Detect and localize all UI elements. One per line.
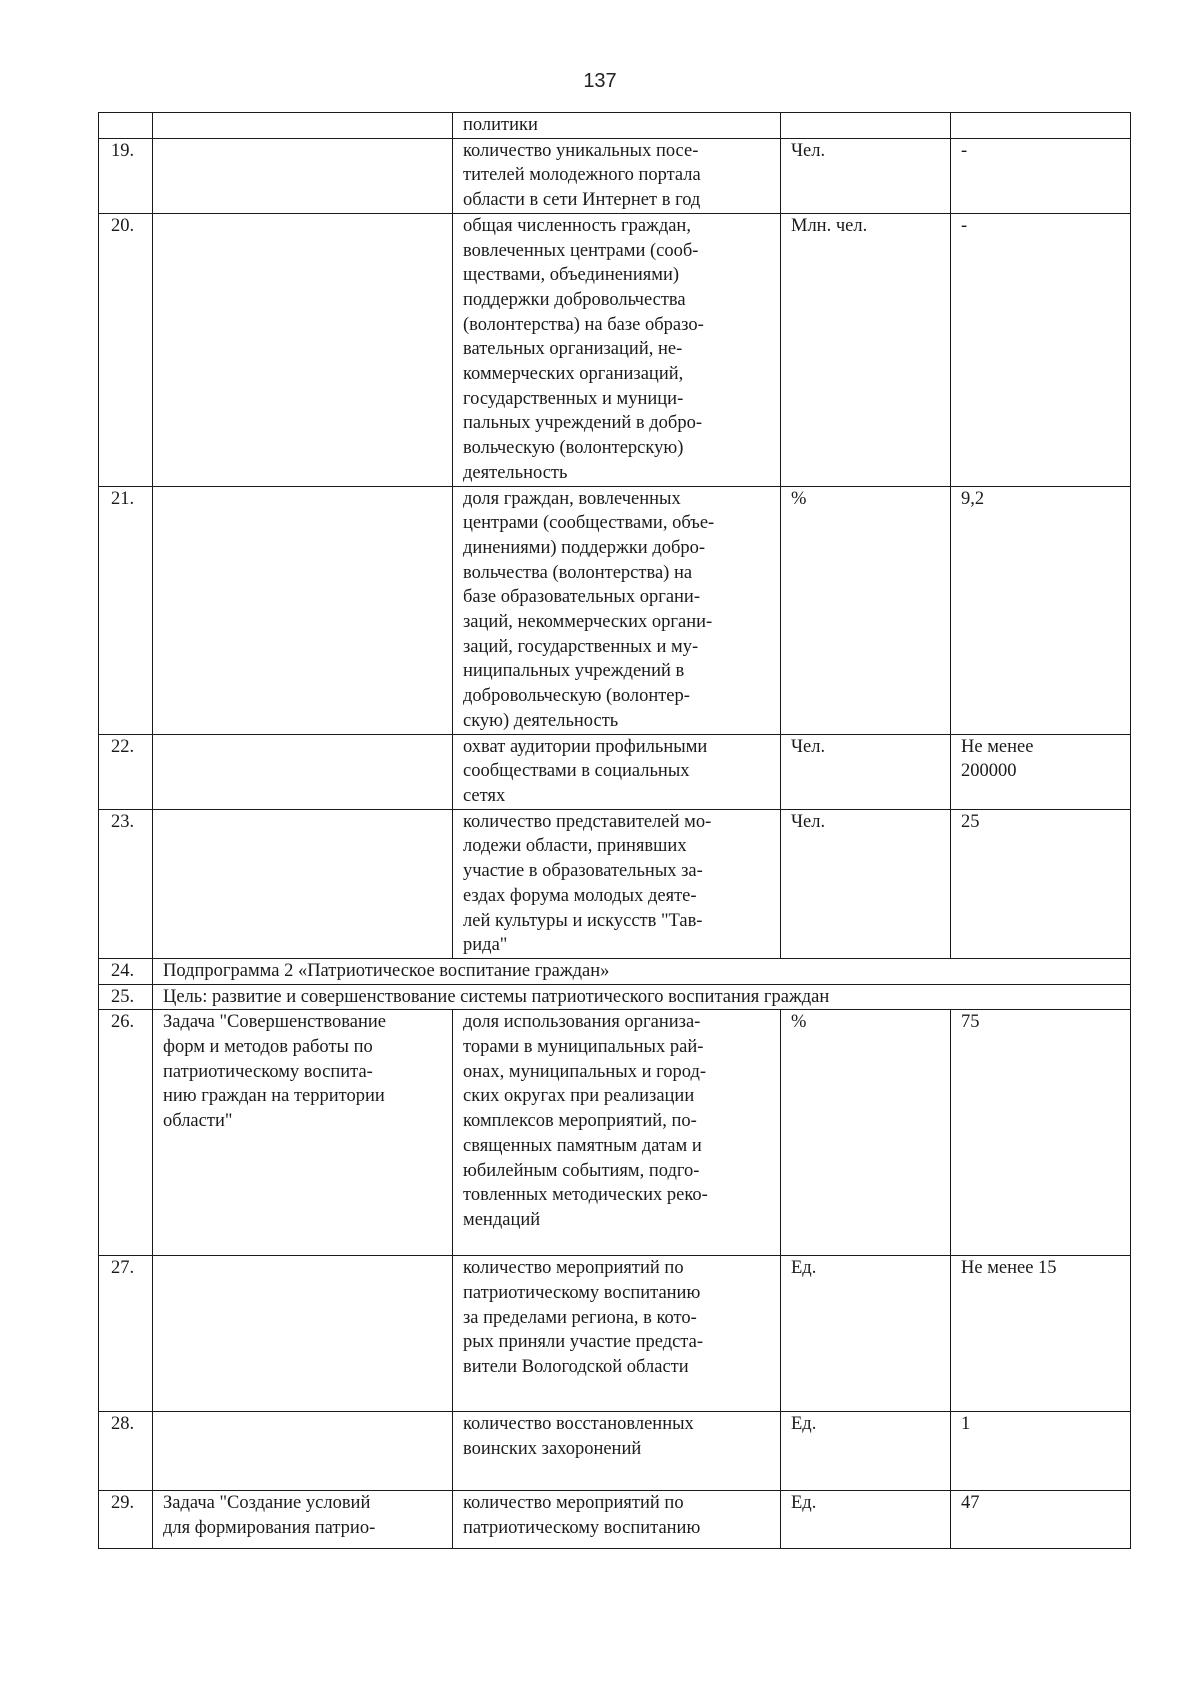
cell-indicator: охват аудитории профильными сообществами в социальных сетях: [453, 734, 781, 809]
cell-num: 28.: [99, 1412, 153, 1491]
cell-indicator: доля граждан, вовлеченных центрами (сообществами, объе- динениями) поддержки добро- вольчества (волонтерства) на базе образовательных органи- заций, некоммерческих органи- заций, государственных и му- ниципальных учреждений в добровольческую (волонтер- скую) деятельность: [453, 486, 781, 734]
cell-task: [153, 138, 453, 213]
cell-task: [153, 213, 453, 486]
cell-task: [153, 486, 453, 734]
cell-indicator: политики: [453, 113, 781, 139]
cell-unit: %: [781, 1010, 951, 1256]
cell-section-title: Подпрограмма 2 «Патриотическое воспитание граждан»: [153, 958, 1131, 984]
cell-value: Не менее 200000: [951, 734, 1131, 809]
table-row: [99, 1491, 1131, 1549]
cell-num: 24.: [99, 958, 153, 984]
table-row: [99, 1010, 1131, 1256]
cell-task: Задача "Создание условий для формирования патрио-: [153, 1491, 453, 1549]
table-row: [99, 1256, 1131, 1412]
cell-value: -: [951, 213, 1131, 486]
cell-num: 26.: [99, 1010, 153, 1256]
cell-unit: Чел.: [781, 734, 951, 809]
table-row-continuation: [99, 113, 1131, 139]
cell-value: 75: [951, 1010, 1131, 1256]
cell-value: 9,2: [951, 486, 1131, 734]
table-row: [99, 213, 1131, 486]
cell-unit: Ед.: [781, 1256, 951, 1412]
cell-unit: Чел.: [781, 809, 951, 958]
cell-num: 20.: [99, 213, 153, 486]
table-row: [99, 734, 1131, 809]
page-number: 137: [583, 70, 617, 92]
cell-indicator: общая численность граждан, вовлеченных центрами (сооб- ществами, объединениями) поддержки добровольчества (волонтерства) на базе образо- вательных организаций, не- коммерческих организаций, государственных и муници- пальных учреждений в добро- вольческую (волонтерскую) деятельность: [453, 213, 781, 486]
cell-task: [153, 1256, 453, 1412]
cell-num: 19.: [99, 138, 153, 213]
cell-num: 21.: [99, 486, 153, 734]
cell-task: [153, 1412, 453, 1491]
cell-value: 47: [951, 1491, 1131, 1549]
cell-indicator: количество мероприятий по патриотическому воспитанию: [453, 1491, 781, 1549]
cell-unit: Ед.: [781, 1412, 951, 1491]
table-row: [99, 809, 1131, 958]
cell-task: [153, 113, 453, 139]
table-row-section: [99, 958, 1131, 984]
cell-task: [153, 809, 453, 958]
cell-num: 25.: [99, 984, 153, 1010]
cell-indicator: количество уникальных посе- тителей молодежного портала области в сети Интернет в год: [453, 138, 781, 213]
table-row: [99, 486, 1131, 734]
cell-section-title: Цель: развитие и совершенствование системы патриотического воспитания граждан: [153, 984, 1131, 1010]
cell-unit: Ед.: [781, 1491, 951, 1549]
cell-num: 23.: [99, 809, 153, 958]
cell-value: -: [951, 138, 1131, 213]
cell-task: [153, 734, 453, 809]
cell-indicator: доля использования организа- торами в муниципальных рай- онах, муниципальных и город- ских округах при реализации комплексов мероприятий, по- священных памятным датам и юбилейным событиям, подго- товленных методических реко- мендаций: [453, 1010, 781, 1256]
cell-num: 27.: [99, 1256, 153, 1412]
cell-unit: Млн. чел.: [781, 213, 951, 486]
cell-value: [951, 113, 1131, 139]
cell-num: 29.: [99, 1491, 153, 1549]
cell-unit: %: [781, 486, 951, 734]
cell-value: Не менее 15: [951, 1256, 1131, 1412]
table-row: [99, 138, 1131, 213]
cell-value: 1: [951, 1412, 1131, 1491]
cell-value: 25: [951, 809, 1131, 958]
cell-unit: Чел.: [781, 138, 951, 213]
indicators-table: [98, 112, 1131, 1549]
table-row-section: [99, 984, 1131, 1010]
table-row: [99, 1412, 1131, 1491]
cell-task: Задача "Совершенствование форм и методов работы по патриотическому воспита- нию граждан на территории области": [153, 1010, 453, 1256]
cell-unit: [781, 113, 951, 139]
cell-indicator: количество представителей мо- лодежи области, принявших участие в образовательных за- ездах форума молодых деяте- лей культуры и искусств "Тав- рида": [453, 809, 781, 958]
cell-indicator: количество восстановленных воинских захоронений: [453, 1412, 781, 1491]
cell-num: [99, 113, 153, 139]
cell-num: 22.: [99, 734, 153, 809]
cell-indicator: количество мероприятий по патриотическому воспитанию за пределами региона, в кото- рых приняли участие предста- вители Вологодской области: [453, 1256, 781, 1412]
